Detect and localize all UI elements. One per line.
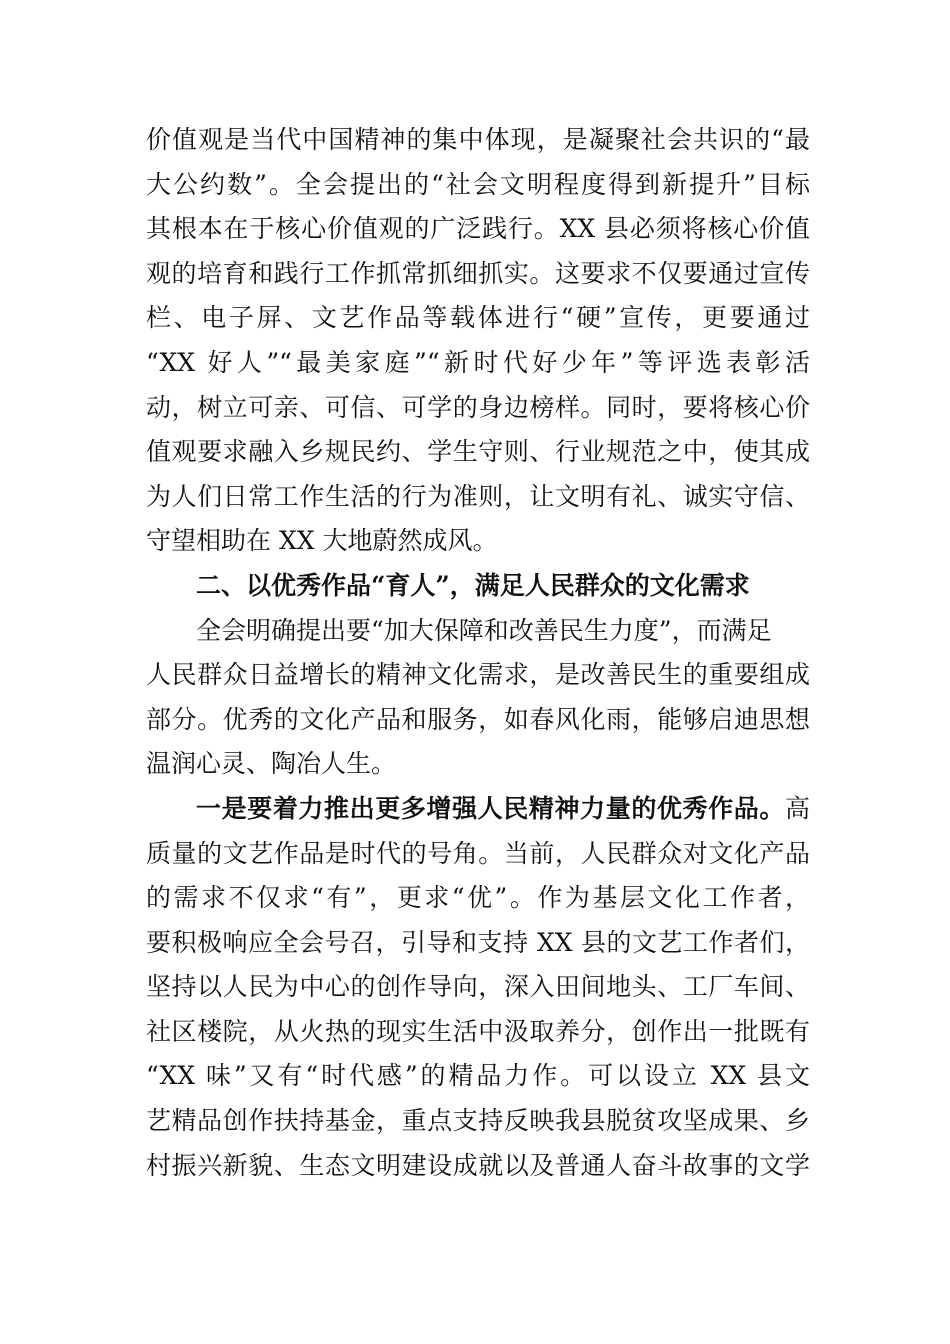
paragraph-cultural-needs — [146, 609, 810, 787]
paragraph-core-values — [146, 118, 810, 564]
text-line: 温润心灵、陶冶人生。 — [146, 749, 397, 779]
text-line: 值观要求融入乡规民约、学生守则、行业规范之中，使其成 — [146, 437, 810, 467]
text-line: 的需求不仅求“有”，更求“优”。作为基层文化工作者， — [146, 883, 810, 913]
document-body — [146, 118, 810, 1188]
text-line: 村振兴新貌、生态文明建设成就以及普通人奋斗故事的文学 — [146, 1150, 810, 1180]
text-line: 艺精品创作扶持基金，重点支持反映我县脱贫攻坚成果、乡 — [146, 1106, 810, 1136]
text-line: 质量的文艺作品是时代的号角。当前，人民群众对文化产品 — [146, 838, 810, 868]
text-line: 其根本在于核心价值观的广泛践行。XX 县必须将核心价值 — [146, 214, 810, 244]
text-line: 栏、电子屏、文艺作品等载体进行“硬”宣传，更要通过 — [146, 303, 810, 333]
text-line: 动，树立可亲、可信、可学的身边榜样。同时，要将核心价 — [146, 392, 810, 422]
text-line: 观的培育和践行工作抓常抓细抓实。这要求不仅要通过宣传 — [146, 258, 810, 288]
bold-lead-sentence: 一是要着力推出更多增强人民精神力量的优秀作品。 — [196, 793, 785, 823]
text-line: 人民群众日益增长的精神文化需求，是改善民生的重要组成 — [146, 660, 810, 690]
text-line: 大公约数”。全会提出的“社会文明程度得到新提升”目标 — [146, 169, 810, 199]
text-line: 部分。优秀的文化产品和服务，如春风化雨，能够启迪思想 — [146, 704, 810, 734]
text-line: 要积极响应全会号召，引导和支持 XX 县的文艺工作者们， — [146, 927, 810, 957]
text-line: 坚持以人民为中心的创作导向，深入田间地头、工厂车间、 — [146, 972, 810, 1002]
text-line: “XX 好人”“最美家庭”“新时代好少年”等评选表彰活 — [146, 347, 810, 377]
text-line: 价值观是当代中国精神的集中体现，是凝聚社会共识的“最 — [146, 125, 810, 154]
text-line: 社区楼院，从火热的现实生活中汲取养分，创作出一批既有 — [146, 1016, 810, 1046]
text-line: 全会明确提出要“加大保障和改善民生力度”，而满足 — [196, 615, 772, 645]
section-heading: 二、以优秀作品“育人”，满足人民群众的文化需求 — [196, 570, 750, 600]
text-line: 为人们日常工作生活的行为准则，让文明有礼、诚实守信、 — [146, 481, 810, 511]
text-line: 守望相助在 XX 大地蔚然成风。 — [146, 526, 498, 556]
text-fragment: 高 — [784, 793, 810, 823]
text-line: “XX 味”又有“时代感”的精品力作。可以设立 XX 县文 — [146, 1061, 810, 1091]
paragraph-excellent-works — [146, 787, 810, 1188]
text-line — [146, 787, 810, 832]
